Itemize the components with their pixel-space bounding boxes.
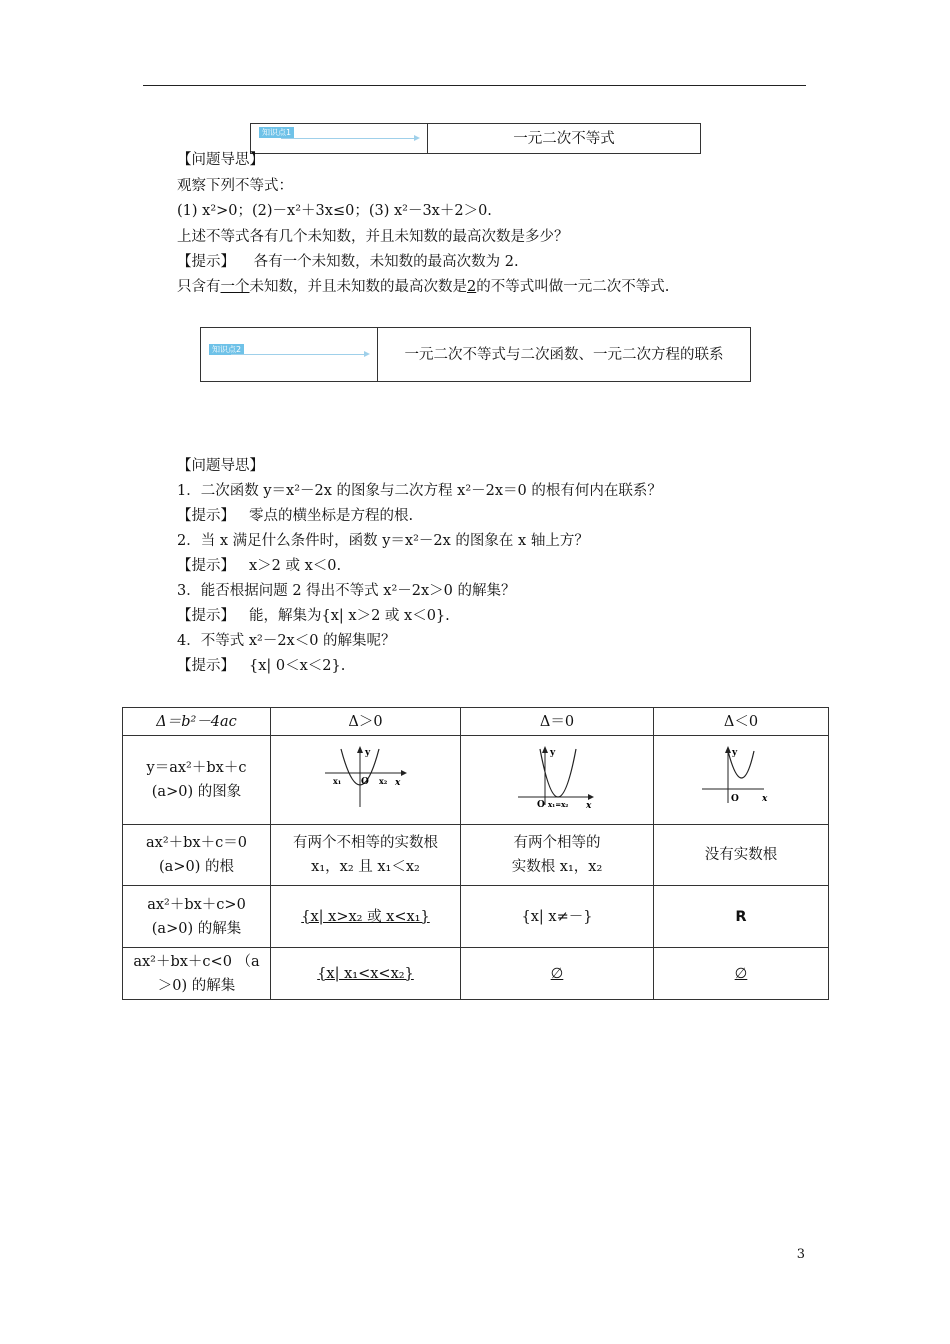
x1-label: x₁ (332, 776, 341, 786)
page-number: 3 (796, 1247, 805, 1262)
kp2-title: 一元二次不等式与二次函数、一元二次方程的联系 (404, 346, 724, 363)
section1-observe: 观察下列不等式： (177, 178, 293, 194)
section2-h2 (177, 556, 341, 576)
hint-text: x＞2 或 x＜0. (249, 558, 342, 574)
table-header-row (123, 708, 829, 736)
parabola-one-root-graph (514, 743, 600, 809)
roots-none: 没有实数根 (654, 825, 829, 886)
parabola-no-roots-graph (698, 743, 784, 809)
kp2-arrow-line (231, 354, 365, 355)
section2-guide-label: 【问题导思】 (177, 458, 264, 474)
label-line-2: ＞0) 的解集 (157, 977, 236, 994)
section2-h3 (177, 606, 450, 626)
label-line-2: (a>0) 的根 (159, 859, 234, 875)
def-mid: 未知数，并且未知数的最高次数是 (249, 279, 467, 295)
lt-solution-zero (461, 948, 654, 1000)
roots-two-equal (461, 825, 654, 886)
summary-table (122, 707, 829, 1000)
hint-label: 【提示】 (177, 558, 235, 574)
graph-no-roots (654, 736, 829, 825)
kp2-badge (201, 328, 378, 381)
kp1-title: 一元二次不等式 (513, 130, 615, 147)
hint-label: 【提示】 (177, 608, 235, 624)
hint-text: 各有一个未知数，未知数的最高次数为 2. (253, 254, 519, 270)
x2-label: x₂ (378, 776, 387, 786)
def-blank-2: 2 (467, 279, 477, 295)
empty-set: ∅ (734, 965, 748, 982)
header-zero: Δ＝0 (461, 708, 654, 736)
arrow-icon (414, 135, 420, 141)
empty-set: ∅ (550, 965, 564, 982)
y-axis-label: y (364, 748, 370, 758)
table-row-gt (123, 886, 829, 948)
kp2-tag: 知识点2 (209, 344, 244, 355)
section2-q1: 1．二次函数 y＝x²－2x 的图象与二次方程 x²－2x＝0 的根有何内在联系？ (177, 483, 662, 499)
origin-label: O (731, 794, 739, 804)
section2-h1 (177, 506, 413, 526)
y-axis-label: y (550, 748, 556, 758)
roots-line-2: 实数根 x₁，x₂ (511, 859, 603, 875)
origin-label: O (537, 800, 545, 809)
x1-equals-x2-label: x₁=x₂ (548, 800, 569, 809)
solution-set: {x| x≠－} (521, 908, 593, 925)
solution-set: {x| x₁<x<x₂} (317, 965, 414, 982)
knowledge-point-2 (200, 327, 751, 382)
x-axis-label: x (586, 801, 592, 809)
section1-hint (177, 252, 519, 272)
solution-set: R (735, 908, 747, 925)
header-negative: Δ＜0 (654, 708, 829, 736)
knowledge-point-1 (250, 123, 701, 154)
section2-q3: 3．能否根据问题 2 得出不等式 x²－2x＞0 的解集？ (177, 583, 516, 599)
arrow-icon (364, 351, 370, 357)
section1-guide-label: 【问题导思】 (177, 152, 264, 168)
graph-two-roots (271, 736, 461, 825)
lt-solution-negative (654, 948, 829, 1000)
header-discriminant: Δ＝b²－4ac (123, 708, 271, 736)
solution-set: {x| x>x₂ 或 x<x₁} (301, 908, 430, 925)
x-axis-label: x (762, 794, 768, 804)
table-row-lt (123, 948, 829, 1000)
hint-text: 零点的横坐标是方程的根. (249, 508, 414, 524)
y-axis-label: y (732, 748, 738, 758)
hint-label: 【提示】 (177, 658, 235, 674)
def-post: 的不等式叫做一元二次不等式. (476, 279, 670, 295)
def-pre: 只含有 (177, 279, 221, 295)
hint-label: 【提示】 (177, 508, 235, 524)
gt-solution-positive (271, 886, 461, 948)
def-blank-1: 一个 (220, 279, 250, 295)
gt-solution-zero (461, 886, 654, 948)
label-line-1: y＝ax²＋bx＋c (146, 760, 247, 776)
section2-h4 (177, 656, 345, 676)
header-rule (143, 85, 806, 86)
label-line-2: (a>0) 的图象 (151, 784, 242, 800)
row-label-gt (123, 886, 271, 948)
hint-text: 能，解集为{x| x＞2 或 x＜0}. (249, 608, 450, 624)
row-label-graph (123, 736, 271, 825)
gt-solution-negative (654, 886, 829, 948)
x-axis-label: x (394, 778, 400, 788)
hint-label: 【提示】 (177, 254, 235, 270)
kp1-badge (251, 124, 428, 153)
label-line-1: ax²＋bx＋c＝0 (146, 835, 247, 851)
table-row-graph (123, 736, 829, 825)
section2-q2: 2．当 x 满足什么条件时，函数 y＝x²－2x 的图象在 x 轴上方？ (177, 533, 589, 549)
section1-definition (177, 277, 669, 297)
header-positive: Δ＞0 (271, 708, 461, 736)
table-row-roots (123, 825, 829, 886)
lt-solution-positive (271, 948, 461, 1000)
kp1-arrow-line (281, 138, 415, 139)
row-label-roots (123, 825, 271, 886)
roots-line-2: x₁，x₂ 且 x₁＜x₂ (311, 859, 420, 875)
label-line-1: ax²＋bx＋c<0 （a (133, 953, 260, 970)
parabola-two-roots-graph (323, 743, 409, 809)
section1-examples: (1) x²>0；(2)－x²＋3x≤0；(3) x²－3x＋2＞0. (177, 203, 492, 219)
graph-one-root (461, 736, 654, 825)
section1-question: 上述不等式各有几个未知数，并且未知数的最高次数是多少？ (177, 229, 569, 245)
section2-q4: 4．不等式 x²－2x＜0 的解集呢？ (177, 633, 396, 649)
row-label-lt (123, 948, 271, 1000)
roots-line-1: 有两个不相等的实数根 (293, 835, 438, 851)
label-line-1: ax²＋bx＋c>0 (147, 896, 246, 913)
roots-line-1: 有两个相等的 (513, 835, 601, 851)
hint-text: {x| 0＜x＜2}. (249, 658, 346, 674)
label-line-2: (a>0) 的解集 (151, 920, 242, 937)
kp1-tag: 知识点1 (259, 127, 294, 138)
origin-label: O (360, 777, 369, 787)
roots-two-distinct (271, 825, 461, 886)
